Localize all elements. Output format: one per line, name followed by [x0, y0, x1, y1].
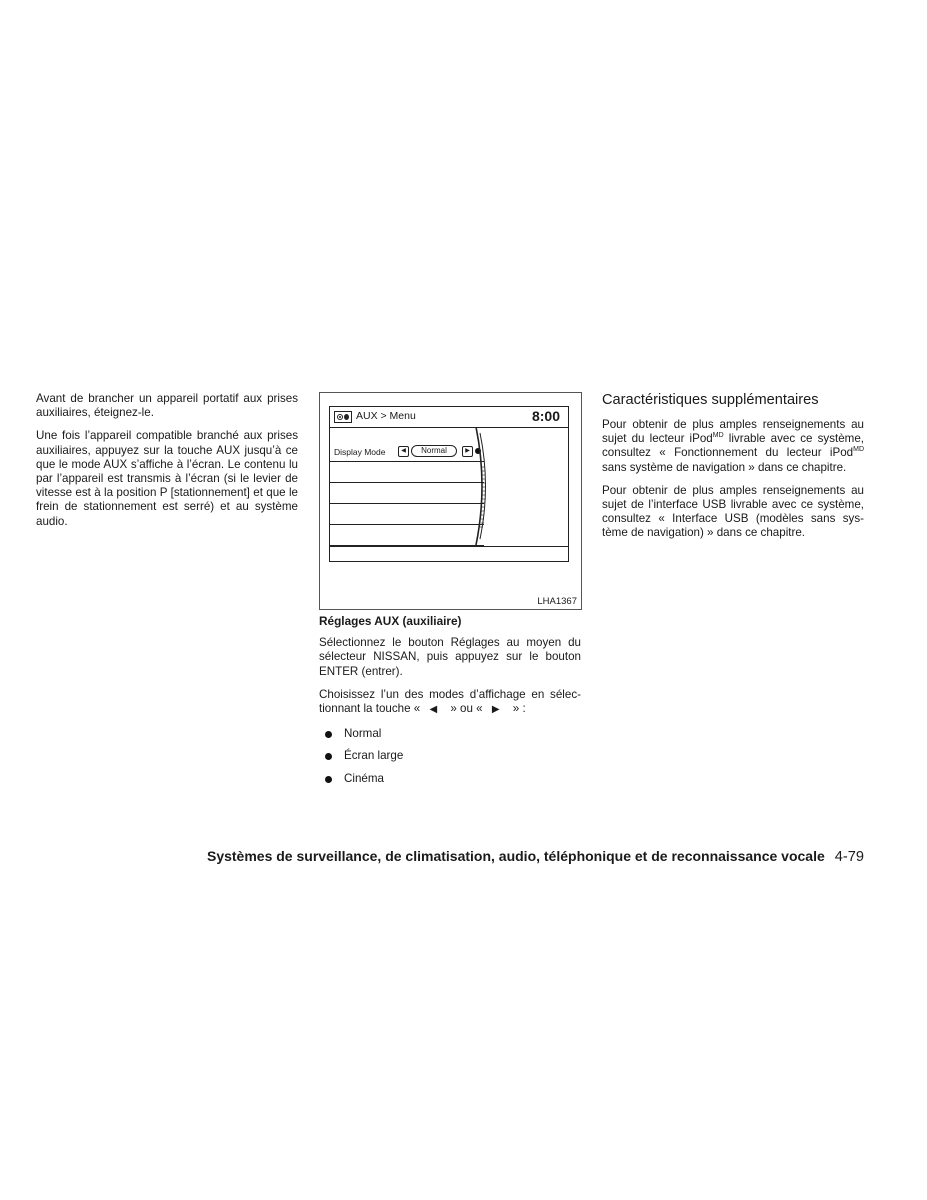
menu-row-5[interactable] — [330, 525, 484, 546]
menu-row-4[interactable] — [330, 504, 484, 525]
aux-settings-section — [319, 614, 581, 794]
left-paragraph-2: Une fois l’appareil compatible branché aux prises auxiliaires, appuyez sur la touche AUX jusqu’à ce que le mode AUX s’affiche à l’écran. Le contenu lu par l’appareil est transmis à l’écran (si le levier de vitesse est à la position P [stationnement] et que le frein de stationnement est serré) et au système audio. — [36, 429, 298, 528]
aux-settings-heading: Réglages AUX (auxiliaire) — [319, 614, 462, 628]
aux-settings-paragraph-1: Sélectionnez le bouton Réglages au moyen du sélecteur NISSAN, puis appuyez sur le bouton ENTER (entrer). — [319, 636, 581, 678]
screen-clock: 8:00 — [531, 408, 560, 424]
list-item: Écran large — [319, 749, 581, 763]
display-mode-row[interactable] — [330, 441, 484, 462]
figure-code: LHA1367 — [537, 596, 577, 607]
aux-settings-paragraph-2: Choisissez l’un des modes d’affichage en sélec-tionnant la touche « ◀ » ou « ▶ » : — [319, 688, 581, 717]
display-mode-label: Display Mode — [334, 447, 386, 457]
menu-row-2[interactable] — [330, 462, 484, 483]
display-screen — [329, 406, 569, 562]
right-paragraph-1: Pour obtenir de plus amples renseignements au sujet du lecteur iPod$^{MD}$ livrable avec ce système, consultez « Fonctionnement du lecteur iPod$^{MD}$ sans système de navigation » dans ce chapitre. — [602, 418, 864, 474]
page-number: 4-79 — [834, 849, 864, 865]
scroll-arc-icon — [468, 427, 490, 545]
display-mode-value[interactable]: Normal — [411, 445, 457, 457]
left-column — [36, 392, 298, 538]
left-paragraph-1: Avant de brancher un appareil portatif aux prises auxiliaires, éteignez-le. — [36, 392, 298, 420]
footer-title: Systèmes de surveillance, de climatisation, audio, téléphonique et de reconnaissance vocale — [206, 848, 825, 864]
list-item: Cinéma — [319, 772, 581, 786]
right-column — [602, 391, 864, 550]
aux-source-icon — [334, 411, 352, 423]
aux-menu-figure — [319, 392, 582, 610]
display-mode-list — [319, 727, 581, 786]
menu-row-3[interactable] — [330, 483, 484, 504]
page-footer — [0, 848, 864, 865]
left-arrow-icon[interactable]: ◀ — [398, 446, 409, 457]
screen-header — [330, 407, 568, 428]
right-triangle-icon: ▶ — [491, 704, 500, 716]
left-triangle-icon: ◀ — [429, 704, 438, 716]
screen-title: AUX > Menu — [356, 410, 416, 422]
list-item: Normal — [319, 727, 581, 741]
right-paragraph-2: Pour obtenir de plus amples renseignements au sujet de l’interface USB livrable avec ce système, consultez « Interface USB (modèles sans sys-tème de navigation) » dans ce chapitre. — [602, 483, 864, 540]
screen-footer — [330, 546, 568, 561]
section-heading: Caractéristiques supplémentaires — [602, 392, 819, 408]
right-arrow-icon[interactable]: ▶ — [462, 446, 473, 457]
